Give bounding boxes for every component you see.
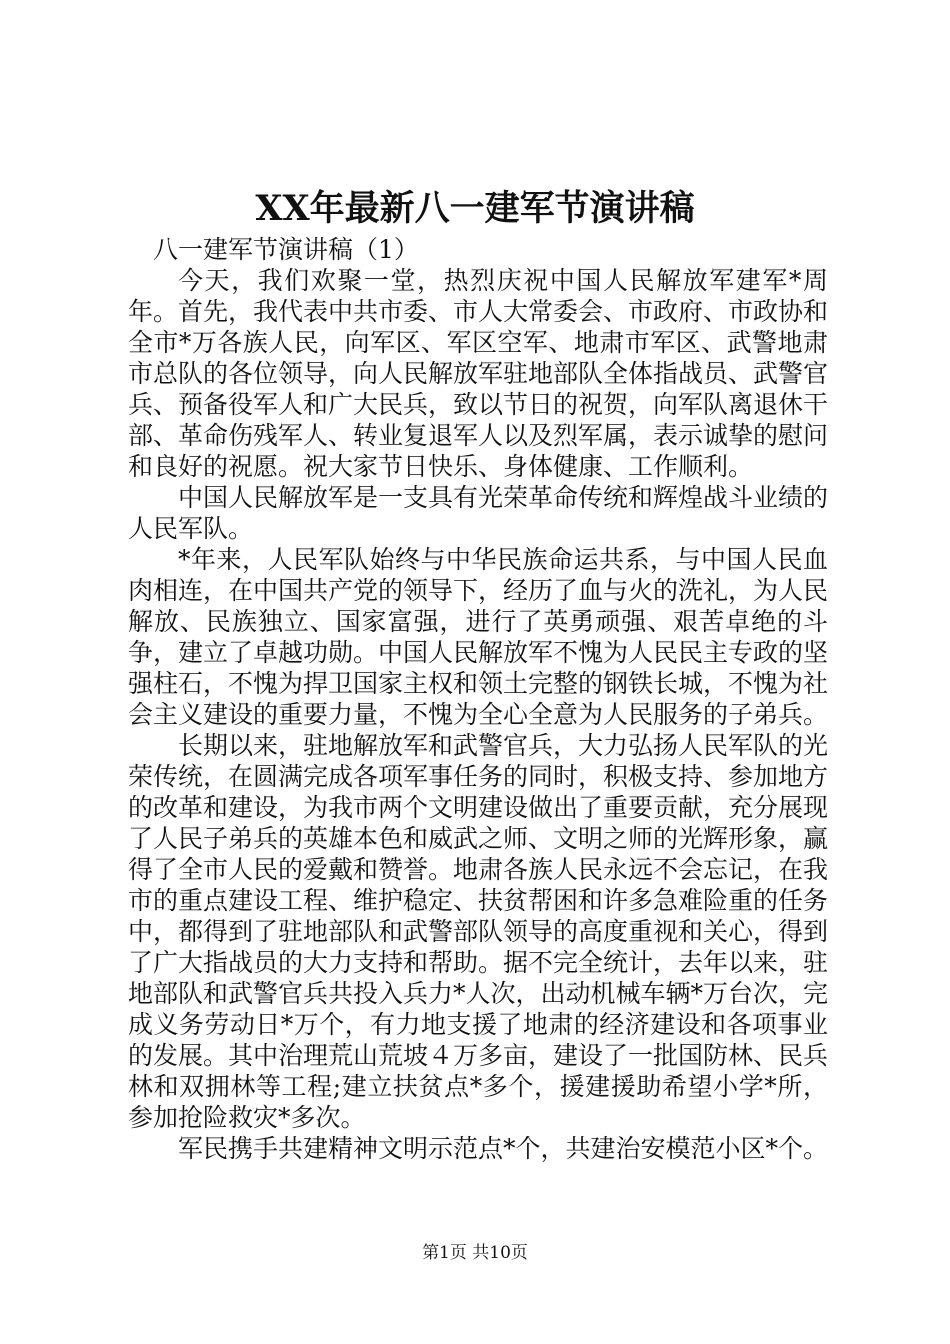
section-subtitle: 八一建军节演讲稿（1） [153,235,419,264]
page-number-footer: 第1页 共10页 [422,1243,528,1263]
document-title: XX年最新八一建军节演讲稿 [255,188,695,229]
paragraph: 中国人民解放军是一支具有光荣革命传统和辉煌战斗业绩的人民军队。 [128,483,829,543]
document-body [128,234,828,1164]
paragraph: 军民携手共建精神文明示范点*个，共建治安模范小区*个。 [178,1134,829,1163]
paragraph: 今天，我们欢聚一堂，热烈庆祝中国人民解放军建军*周年。首先，我代表中共市委、市人大常委会、市政府、市政协和全市*万各族人民，向军区、军区空军、地肃市军区、武警地肃市总队的各位领导，向人民解放军驻地部队全体指战员、武警官兵、预备役军人和广大民兵，致以节日的祝贺，向军队离退休干部、革命伤残军人、转业复退军人以及烈军属，表示诚挚的慰问和良好的祝愿。祝大家节日快乐、身体健康、工作顺利。 [128,266,829,481]
paragraph: 长期以来，驻地解放军和武警官兵，大力弘扬人民军队的光荣传统，在圆满完成各项军事任务的同时，积极支持、参加地方的改革和建设，为我市两个文明建设做出了重要贡献，充分展现了人民子弟兵的英雄本色和威武之师、文明之师的光辉形象，赢得了全市人民的爱戴和赞誉。地肃各族人民永远不会忘记，在我市的重点建设工程、维护稳定、扶贫帮困和许多急难险重的任务中，都得到了驻地部队和武警部队领导的高度重视和关心，得到了广大指战员的大力支持和帮助。据不完全统计，去年以来，驻地部队和武警官兵共投入兵力*人次，出动机械车辆*万台次，完成义务劳动日*万个，有力地支援了地肃的经济建设和各项事业的发展。其中治理荒山荒坡４万多亩，建设了一批国防林、民兵林和双拥林等工程;建立扶贫点*多个，援建援助希望小学*所，参加抢险救灾*多次。 [128,731,829,1132]
paragraph: *年来，人民军队始终与中华民族命运共系，与中国人民血肉相连，在中国共产党的领导下，经历了血与火的洗礼，为人民解放、民族独立、国家富强，进行了英勇顽强、艰苦卓绝的斗争，建立了卓越功勋。中国人民解放军不愧为人民民主专政的坚强柱石，不愧为捍卫国家主权和领土完整的钢铁长城，不愧为社会主义建设的重要力量，不愧为全心全意为人民服务的子弟兵。 [128,545,829,729]
